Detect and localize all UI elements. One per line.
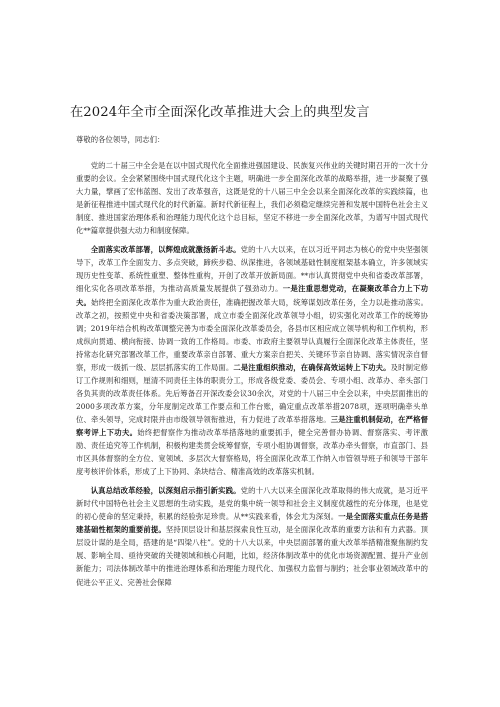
section-2-point-1: 一是全面落实重点任务是搭建基础性框架的重要前提。 xyxy=(76,512,428,535)
section-1-text-a: 党的十八大以来，在以习近平同志为核心的党中央坚强领导下，改革工作全面发力、多点突破，蹄疾步稳、纵深推进，各领域基础性制度框架基本确立，许多领域实现历史性变革、系统性重塑、整体性重构，开创了改革开放新局面。**市认真贯彻党中央和省委改革部署，细化实化各项改革举措，为推动高质量发展提供了强劲动力。 xyxy=(76,245,428,294)
section-1-text-c: 及时制定修订工作规则和细则，厘清不同责任主体的职责分工，形成各级党委、委员会、专项小组、改革办、牵头部门各负其责的改革责任体系。先后筹备召开深改委会议30余次，对党的十八届三中全会以来，中央层面推出的2000多项改革方案，分年度制定改革工作要点和工作台账，确定重点改革举措2078项，逐项明确牵头单位、牵头领导，完成时限并由市级领导领衔推进，有力促进了改革举措落地。 xyxy=(76,362,428,424)
section-1-point-3: 三是注重机制促动，在严格督察考评上下功夫。 xyxy=(76,414,429,437)
section-1-paragraph xyxy=(76,243,428,478)
document-body xyxy=(76,133,428,589)
intro-paragraph: 党的二十届三中全会是在以中国式现代化全面推进强国建设、民族复兴伟业的关键时期召开的一次十分重要的会议。全会紧紧围绕中国式现代化这个主题，明确进一步全面深化改革的战略举措，进一步凝聚了强大力量，擘画了宏伟蓝图、发出了改革强音，这既是党的十八届三中全会以来全面深化改革的实践续篇，也是新征程推进中国式现代化的时代新篇。新时代新征程上，我们必须稳定继续完善和发展中国特色社会主义制度、推进国家治理体系和治理能力现代化这个总目标，坚定不移进一步全面深化改革，为谱写中国式现代化**篇章提供强大动力和制度保障。 xyxy=(76,161,428,236)
section-2-text-b: 坚持顶层设计和基层探索良性互动，是全面深化改革的重要方法和有力武器。顶层设计谋的是全局，搭建的是“四梁八柱”。党的十八大以来，中央层面部署的重大改革举措精准聚焦制约发展、影响全局、亟待突破的关键领域和核心问题，比如，经济体制改革中的优化市场资源配置、提升产业创新能力；司法体制改革中的推进治理体系和治理能力现代化、加强权力监督与制约；社会事业领域改革中的促进公平正义、完善社会保障 xyxy=(76,525,428,587)
section-1-text-b: 始终把全面深化改革作为重大政治责任，准确把握改革大局，统筹谋划改革任务，全力以赴推动落实。改革之初，按照党中央和省委决策部署，成立市委全面深化改革领导小组，切实强化对改革工作的统筹协调；2019年结合机构改革调整完善为市委全面深化改革委员会，各县市区相应成立领导机构和工作机构，形成纵向贯通、横向衔接、协调一致的工作格局。市委、市政府主要领导认真履行全面深化改革主体责任，坚持常态化研究部署改革工作，重要改革亲自部署、重大方案亲自把关、关键环节亲自协调、落实情况亲自督察，形成一级抓一级、层层抓落实的工作局面。 xyxy=(76,297,428,372)
section-2-paragraph xyxy=(76,484,428,588)
salutation: 尊敬的各位领导，同志们： xyxy=(76,135,165,144)
section-1-point-1: 一是注重思想党动，在凝聚改革合力上下功夫。 xyxy=(76,284,428,307)
section-2-heading: 认真总结改革经验，以深刻启示指引新实践。 xyxy=(90,486,241,496)
section-2-text-a: 党的十八大以来全面深化改革取得的伟大成就，是习近平新时代中国特色社会主义思想的生动实践，是党的集中统一领导和社会主义制度优越性的充分体现，也是党的初心使命的坚定秉持，积累的经验弥足珍贵。从**实践来看，体会尤为深刻。 xyxy=(76,486,428,522)
section-1-heading: 全面落实改革部署，以辉煌成就激扬新斗志。 xyxy=(90,245,241,255)
section-1-point-2: 二是注重组织推动，在确保高效运转上下功夫。 xyxy=(233,362,391,372)
document-title: 在2024年全市全面深化改革推进大会上的典型发言 xyxy=(70,105,370,120)
section-1-text-d: 始终把督察作为推动改革举措落地的重要抓手，健全完善督办协调、督察落实、考评激励、责任追究等工作机制，积极构建类贯会统筹督察，专项小组协调督察，改革办牵头督察，市直部门、县市区具体督察的全方位、宽领域、多层次大督察格局，将全面深化改革工作纳入市管领导班子和领导干部年度考核评价体系，形成了上下协同、条块结合、精准高效的改革落实机制。 xyxy=(76,427,428,477)
